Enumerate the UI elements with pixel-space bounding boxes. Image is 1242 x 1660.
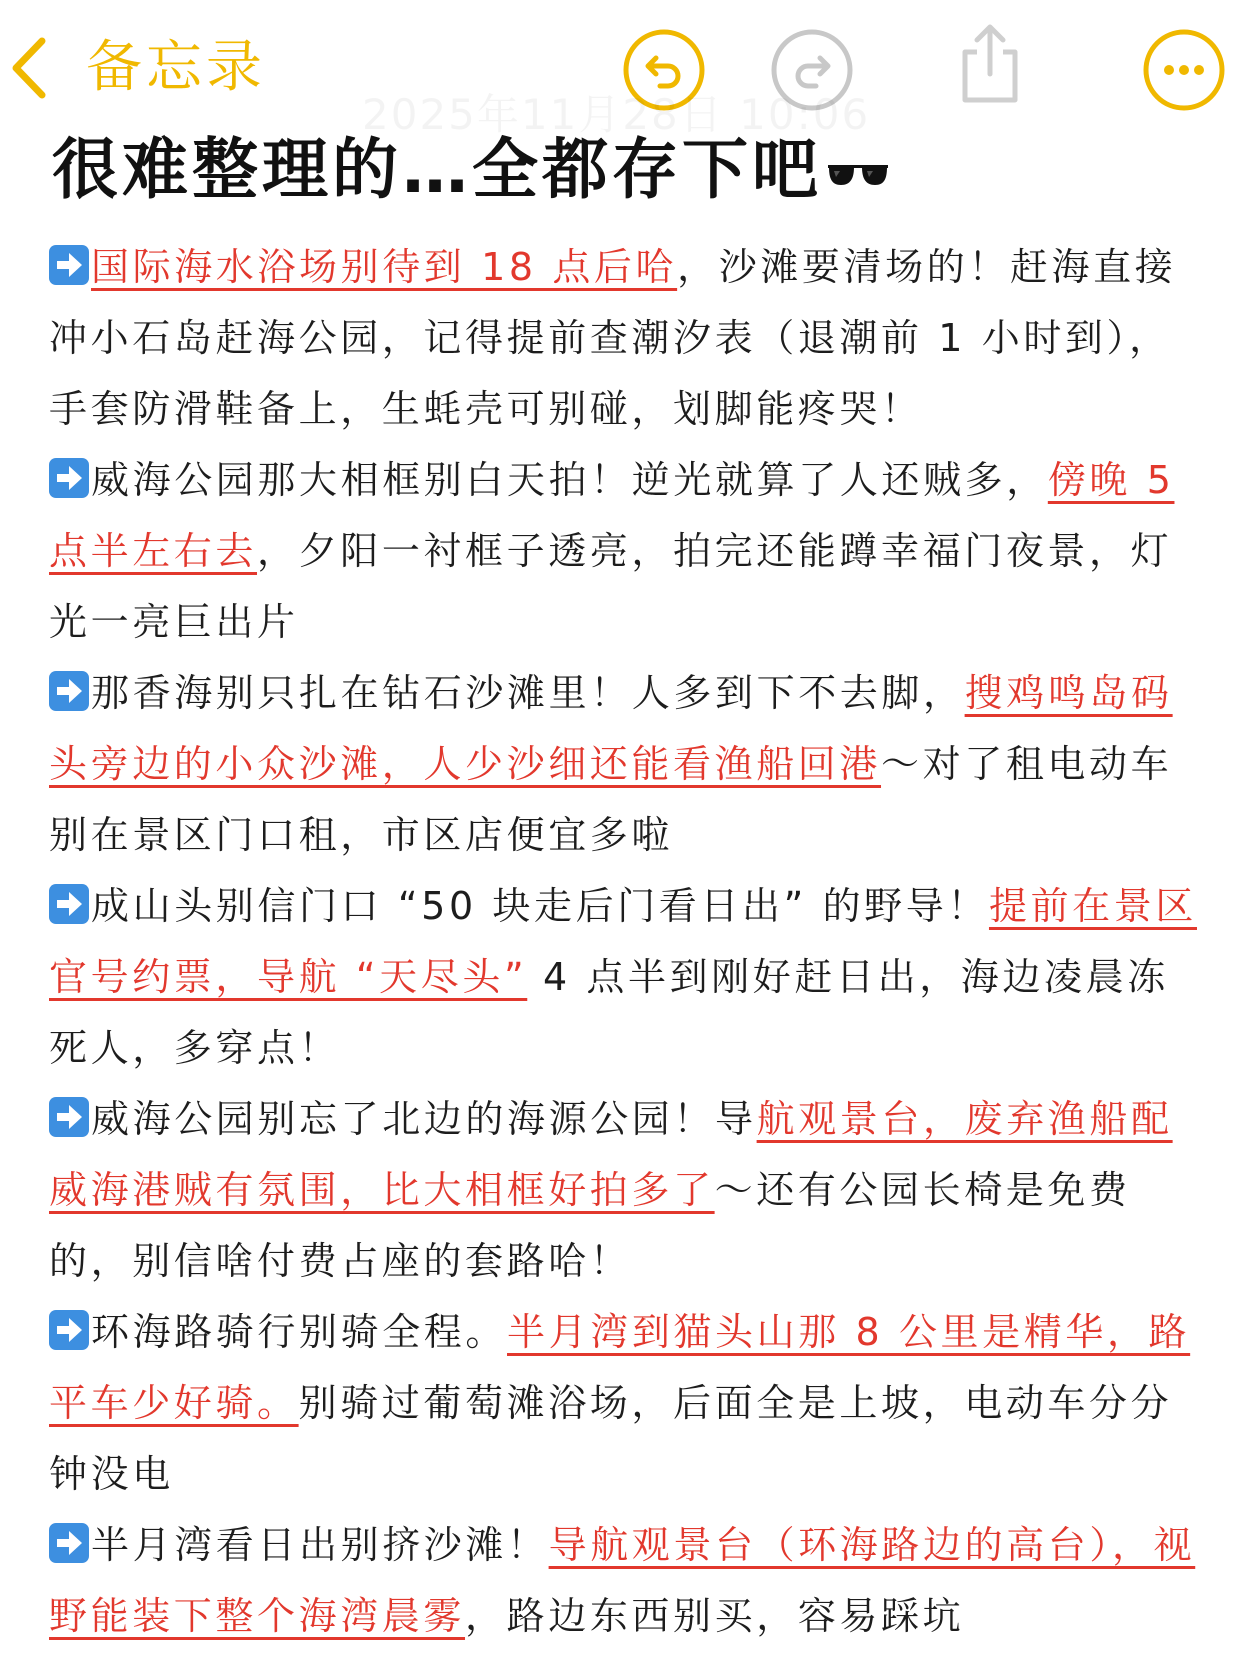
note-body[interactable] [49, 232, 1199, 1652]
tip-text: 别骑过葡萄滩浴场，后面全是上坡，电动车分分钟没电 [49, 1381, 1173, 1496]
tip-paragraph [49, 658, 1199, 871]
highlighted-text: 航观景台，废弃渔船配威海港贼有氛围，比大相框好拍多了 [49, 1097, 1173, 1212]
tip-text: 4 点半到刚好赶日出，海边凌晨冻死人，多穿点！ [49, 955, 1169, 1070]
highlighted-text: 半月湾到猫头山那 8 公里是精华，路平车少好骑。 [49, 1310, 1191, 1425]
back-button[interactable] [8, 28, 266, 108]
tip-text: 那香海别只扎在钻石沙滩里！人多到下不去脚， [91, 671, 965, 715]
tip-text: ，路边东西别买，容易踩坑 [465, 1594, 965, 1638]
highlighted-text: 提前在景区官号约票，导航 “天尽头” [49, 884, 1197, 999]
right-arrow-icon [49, 245, 89, 285]
tip-text: ～对了租电动车别在景区门口租，市区店便宜多啦 [49, 742, 1173, 857]
tip-text: 威海公园那大相框别白天拍！逆光就算了人还贼多， [91, 458, 1048, 502]
more-button[interactable] [1142, 28, 1226, 112]
share-button[interactable] [957, 22, 1041, 106]
right-arrow-icon [49, 1310, 89, 1350]
tip-text: 半月湾看日出别挤沙滩！ [91, 1523, 549, 1567]
right-arrow-icon [49, 671, 89, 711]
highlighted-text: 搜鸡鸣岛码头旁边的小众沙滩，人少沙细还能看渔船回港 [49, 671, 1173, 786]
chevron-left-icon [8, 35, 48, 101]
sunglasses-icon [826, 159, 890, 189]
right-arrow-icon [49, 1097, 89, 1137]
right-arrow-icon [49, 884, 89, 924]
tip-paragraph [49, 232, 1199, 445]
tip-text: ，夕阳一衬框子透亮，拍完还能蹲幸福门夜景，灯光一亮巨出片 [49, 529, 1173, 644]
tip-text: ～还有公园长椅是免费的，别信啥付费占座的套路哈！ [49, 1168, 1131, 1283]
note-title-text: 很难整理的…全都存下吧 [52, 131, 822, 208]
tip-paragraph [49, 871, 1199, 1084]
highlighted-text: 国际海水浴场别待到 18 点后哈 [91, 245, 678, 289]
tip-text: 威海公园别忘了北边的海源公园！导 [91, 1097, 757, 1141]
tip-paragraph [49, 1297, 1199, 1510]
more-icon [1142, 28, 1226, 112]
tip-paragraph [49, 1084, 1199, 1297]
right-arrow-icon [49, 1523, 89, 1563]
tip-text: 环海路骑行别骑全程。 [91, 1310, 508, 1354]
highlighted-text: 导航观景台（环海路边的高台），视野能装下整个海湾晨雾 [49, 1523, 1196, 1638]
back-label: 备忘录 [86, 35, 266, 100]
tip-paragraph [49, 1510, 1199, 1652]
tip-text: ，沙滩要清场的！赶海直接冲小石岛赶海公园，记得提前查潮汐表（退潮前 1 小时到），手套防滑鞋备上，生蚝壳可别碰，划脚能疼哭！ [49, 245, 1177, 431]
tip-paragraph [49, 445, 1199, 658]
tip-text: 成山头别信门口 “50 块走后门看日出” 的野导！ [91, 884, 989, 928]
note-title [52, 122, 890, 218]
right-arrow-icon [49, 458, 89, 498]
highlighted-text: 傍晚 5 点半左右去 [49, 458, 1175, 573]
share-icon [957, 22, 1023, 104]
